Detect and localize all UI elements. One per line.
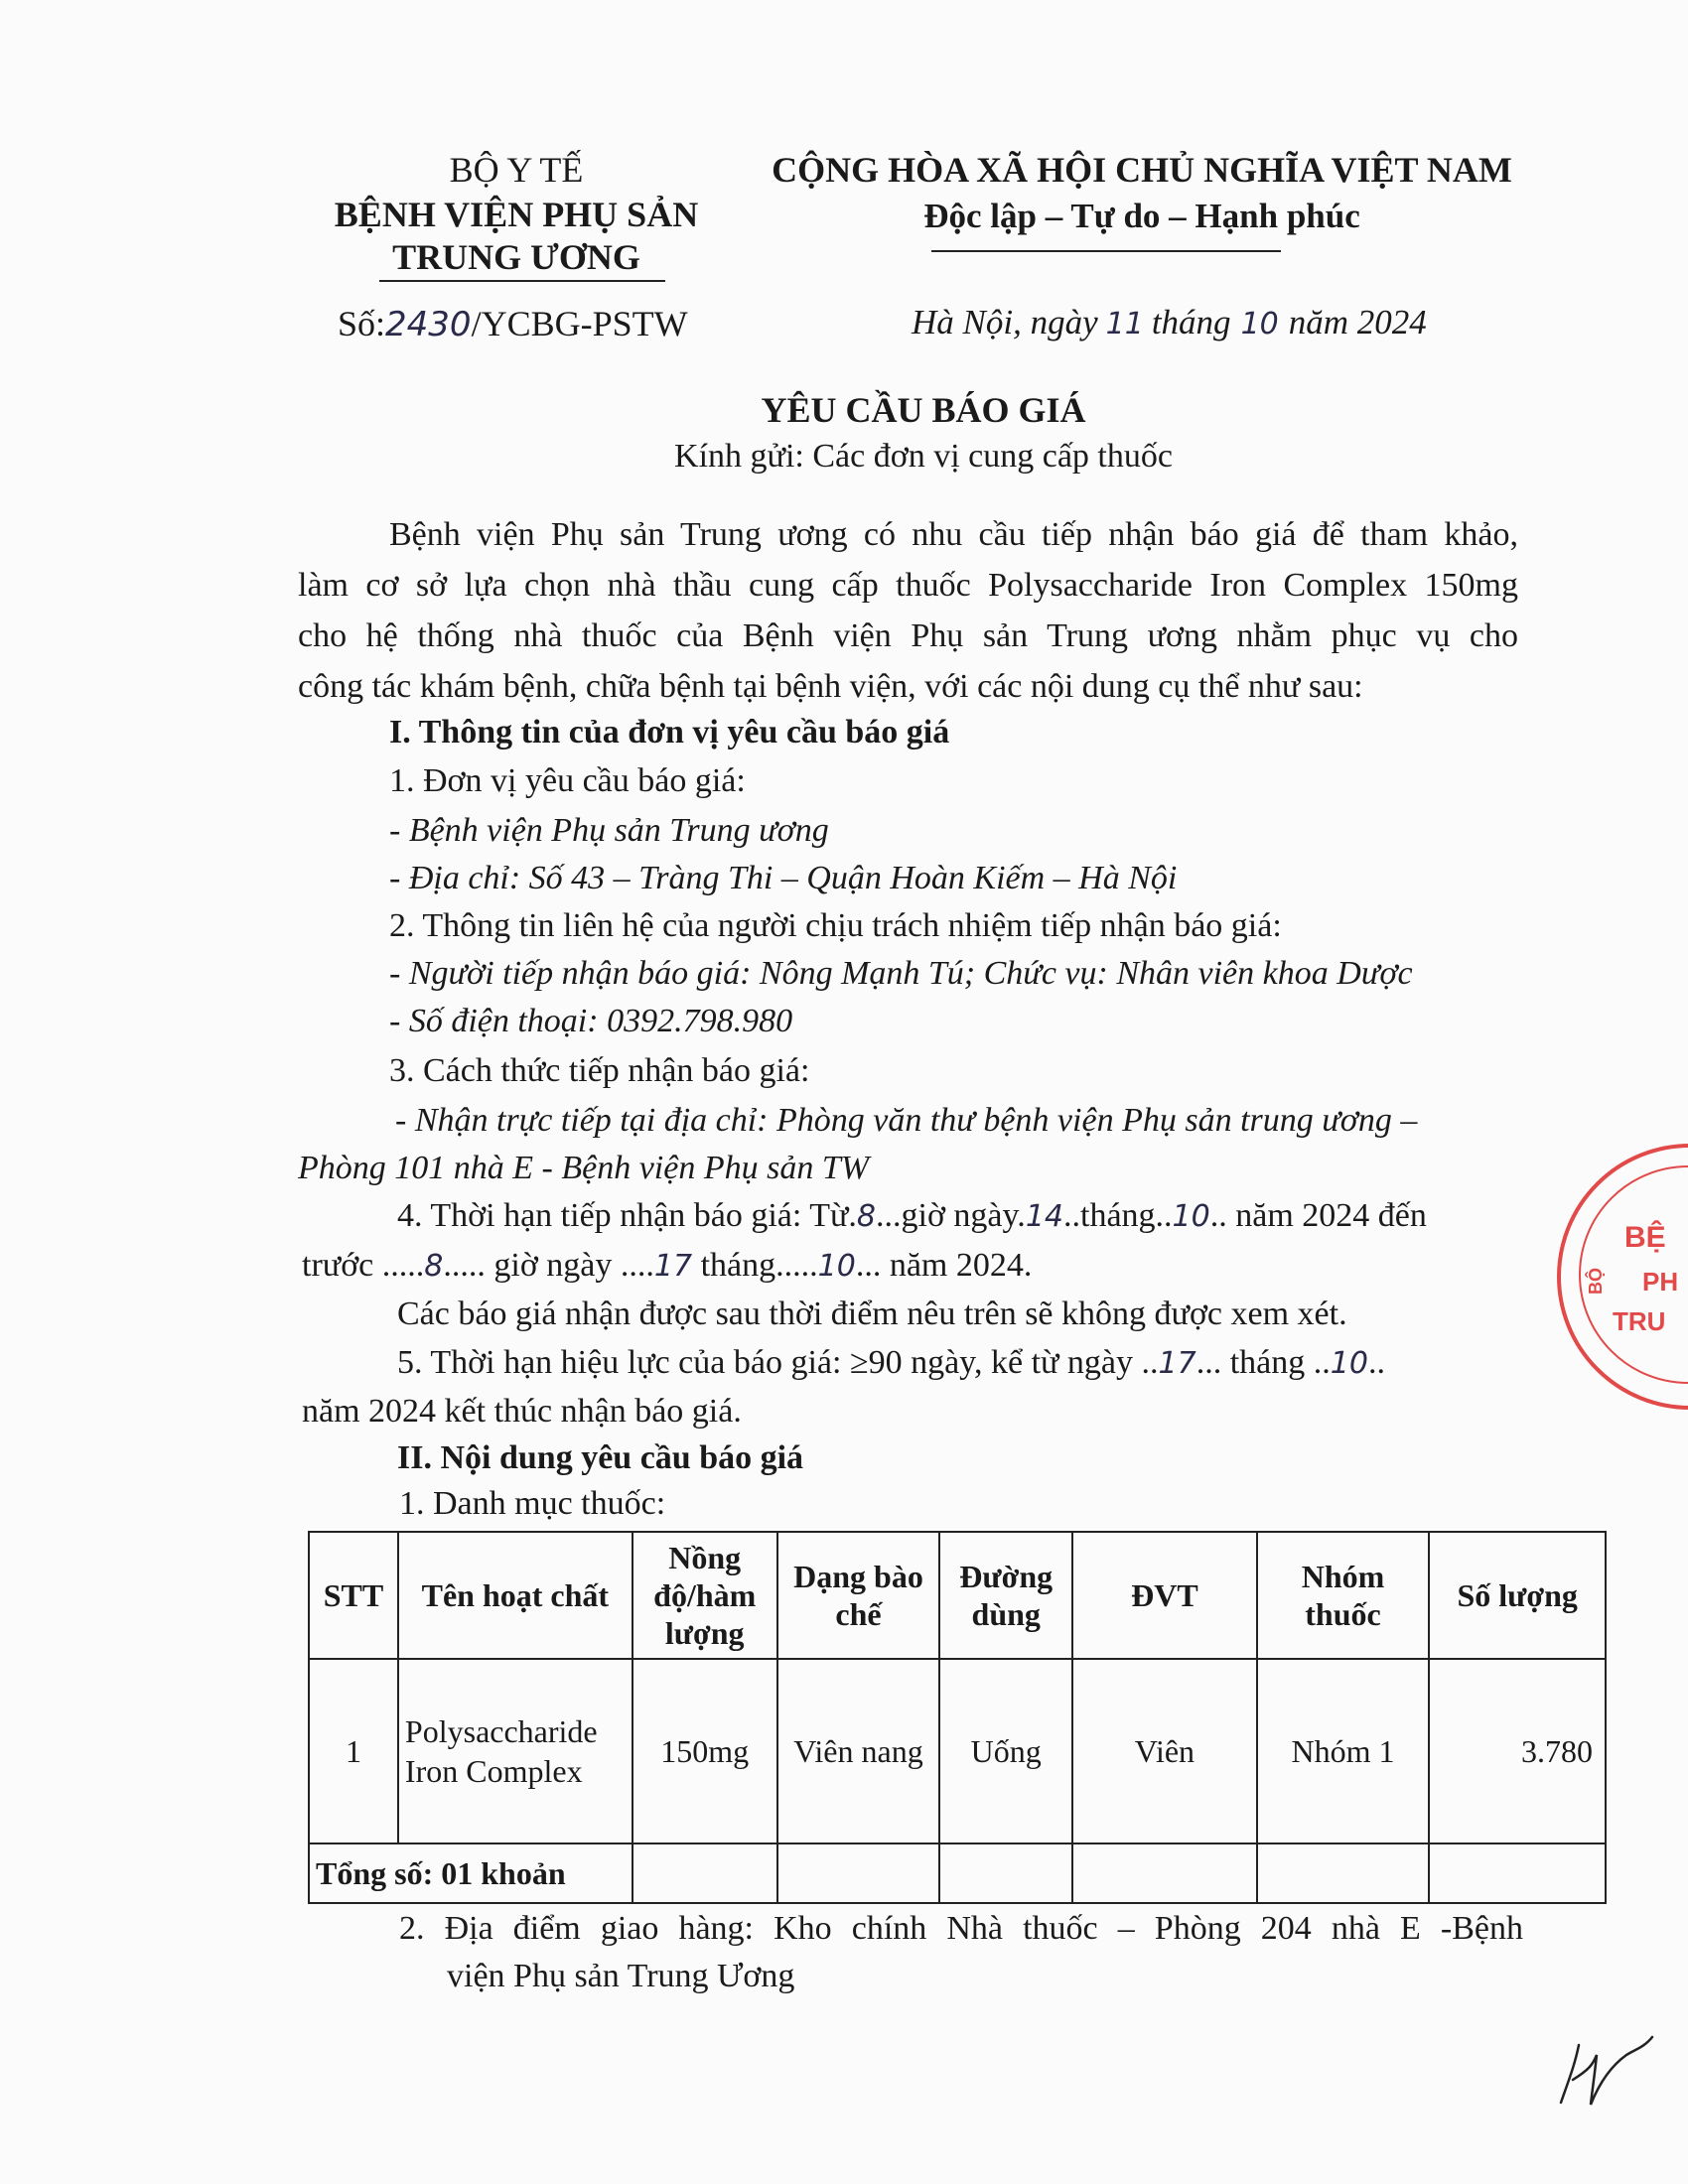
section1-item2: 2. Thông tin liên hệ của người chịu trách nhiệm tiếp nhận báo giá:: [389, 907, 1282, 944]
hospital-name-line1: BỆNH VIỆN PHỤ SẢN: [334, 195, 699, 234]
recipient-line: Kính gửi: Các đơn vị cung cấp thuốc: [674, 438, 1173, 475]
item4-text-b: ...giờ ngày.: [876, 1197, 1026, 1234]
item4-l2-text-b: ..... giờ ngày ....: [443, 1247, 654, 1284]
intro-line-2: làm cơ sở lựa chọn nhà thầu cung cấp thuốc Polysaccharide Iron Complex 150mg: [298, 567, 1518, 604]
document-date: [912, 303, 1427, 342]
document-number: [338, 303, 688, 344]
cell-empty: [939, 1843, 1072, 1903]
official-stamp: [1557, 1144, 1688, 1410]
item5-text-c: ..: [1367, 1344, 1385, 1381]
item5-day-handwritten: 17: [1158, 1346, 1196, 1381]
table-row: [309, 1659, 1606, 1843]
national-motto: Độc lập – Tự do – Hạnh phúc: [923, 197, 1360, 235]
item4-text-a: 4. Thời hạn tiếp nhận báo giá: Từ.: [397, 1197, 857, 1234]
document-number-handwritten: 2430: [385, 305, 472, 344]
section1-item4-line1: [397, 1197, 1427, 1235]
section1-item1-org: - Bệnh viện Phụ sản Trung ương: [389, 812, 829, 849]
cell-empty: [1429, 1843, 1606, 1903]
section2-item1: 1. Danh mục thuốc:: [399, 1485, 666, 1522]
item4-text-c: ..tháng..: [1063, 1197, 1173, 1234]
table-header-row: [309, 1532, 1606, 1659]
section1-item5-line2: năm 2024 kết thúc nhận báo giá.: [302, 1393, 742, 1430]
handwritten-initials: [1549, 2025, 1658, 2115]
section1-item5-line1: [397, 1344, 1385, 1382]
section1-item4-line2: [302, 1247, 1032, 1285]
stamp-text-3: TRU: [1613, 1306, 1666, 1336]
section2-item2-line2: viện Phụ sản Trung Ương: [447, 1958, 795, 1994]
section2-item2-line1: 2. Địa điểm giao hàng: Kho chính Nhà thuốc – Phòng 204 nhà E -Bệnh: [399, 1910, 1523, 1947]
cell-empty: [1257, 1843, 1430, 1903]
section1-item1-address: - Địa chỉ: Số 43 – Tràng Thi – Quận Hoàn Kiếm – Hà Nội: [389, 860, 1178, 896]
section1-item3: 3. Cách thức tiếp nhận báo giá:: [389, 1052, 810, 1089]
item4-l2-text-c: tháng.....: [692, 1247, 818, 1284]
document-number-prefix: Số:: [338, 304, 386, 343]
cell-empty: [633, 1843, 777, 1903]
stamp-text-2: PH: [1642, 1267, 1679, 1297]
cell-empty: [1072, 1843, 1257, 1903]
date-day-handwritten: 11: [1105, 307, 1144, 341]
intro-line-1: Bệnh viện Phụ sản Trung ương có nhu cầu tiếp nhận báo giá để tham khảo,: [389, 516, 1518, 553]
country-name: CỘNG HÒA XÃ HỘI CHỦ NGHĨA VIỆT NAM: [772, 150, 1512, 190]
date-prefix: Hà Nội, ngày: [912, 303, 1098, 341]
header-left-underline: [379, 280, 665, 282]
header-stt: STT: [309, 1532, 398, 1659]
stamp-text-4: BỘ: [1586, 1268, 1606, 1295]
cell-empty: [777, 1843, 940, 1903]
item4-end-hour-handwritten: 8: [424, 1249, 444, 1284]
date-month-label: tháng: [1151, 303, 1231, 341]
cell-active-ingredient: Polysaccharide Iron Complex: [398, 1659, 633, 1843]
cell-dosage-form: Viên nang: [777, 1659, 940, 1843]
table-total-row: [309, 1843, 1606, 1903]
item4-day-handwritten: 14: [1025, 1199, 1063, 1234]
item4-l2-text-d: ... năm 2024.: [855, 1247, 1033, 1284]
cell-stt: 1: [309, 1659, 398, 1843]
cell-route: Uống: [939, 1659, 1072, 1843]
date-year: năm 2024: [1288, 303, 1427, 341]
item4-l2-text-a: trước .....: [302, 1247, 425, 1284]
item4-text-d: .. năm 2024 đến: [1209, 1197, 1427, 1234]
hospital-name-line2: TRUNG ƯƠNG: [392, 237, 640, 277]
intro-line-3: cho hệ thống nhà thuốc của Bệnh viện Phụ sản Trung ương nhằm phục vụ cho: [298, 617, 1518, 654]
header-unit: ĐVT: [1072, 1532, 1257, 1659]
section1-item1: 1. Đơn vị yêu cầu báo giá:: [389, 762, 746, 799]
cell-drug-group: Nhóm 1: [1257, 1659, 1430, 1843]
header-strength: Nồng độ/hàm lượng: [633, 1532, 777, 1659]
section1-item2-contact: - Người tiếp nhận báo giá: Nông Mạnh Tú; Chức vụ: Nhân viên khoa Dược: [389, 955, 1413, 992]
item4-hour-handwritten: 8: [856, 1199, 876, 1234]
document-title: YÊU CẦU BÁO GIÁ: [761, 390, 1086, 430]
item5-text-b: ... tháng ..: [1196, 1344, 1331, 1381]
drug-list-table: [308, 1531, 1607, 1904]
cell-unit: Viên: [1072, 1659, 1257, 1843]
item4-end-month-handwritten: 10: [817, 1249, 856, 1284]
item4-month-handwritten: 10: [1172, 1199, 1210, 1234]
document-number-suffix: /YCBG-PSTW: [471, 304, 688, 343]
stamp-text-1: BỆ: [1624, 1221, 1666, 1254]
header-active-ingredient: Tên hoạt chất: [398, 1532, 633, 1659]
section1-item3-method-line2: Phòng 101 nhà E - Bệnh viện Phụ sản TW: [298, 1150, 870, 1186]
motto-underline: [931, 250, 1281, 252]
section1-heading: I. Thông tin của đơn vị yêu cầu báo giá: [389, 714, 950, 751]
section1-item2-phone: - Số điện thoại: 0392.798.980: [389, 1003, 793, 1039]
item5-text-a: 5. Thời hạn hiệu lực của báo giá: ≥90 ngày, kể từ ngày ..: [397, 1344, 1159, 1381]
header-route: Đường dùng: [939, 1532, 1072, 1659]
section2-heading: II. Nội dung yêu cầu báo giá: [397, 1439, 804, 1476]
header-quantity: Số lượng: [1429, 1532, 1606, 1659]
header-dosage-form: Dạng bào chế: [777, 1532, 940, 1659]
cell-quantity: 3.780: [1429, 1659, 1606, 1843]
ministry-name: BỘ Y TẾ: [449, 150, 584, 190]
item5-month-handwritten: 10: [1330, 1346, 1368, 1381]
intro-line-4: công tác khám bệnh, chữa bệnh tại bệnh viện, với các nội dung cụ thể như sau:: [298, 668, 1363, 705]
item4-end-day-handwritten: 17: [653, 1249, 693, 1284]
date-month-handwritten: 10: [1240, 307, 1279, 341]
cell-total: Tổng số: 01 khoản: [309, 1843, 633, 1903]
cell-strength: 150mg: [633, 1659, 777, 1843]
section1-item4-note: Các báo giá nhận được sau thời điểm nêu trên sẽ không được xem xét.: [397, 1296, 1347, 1332]
header-drug-group: Nhóm thuốc: [1257, 1532, 1430, 1659]
section1-item3-method-line1: - Nhận trực tiếp tại địa chỉ: Phòng văn thư bệnh viện Phụ sản trung ương –: [395, 1102, 1418, 1139]
